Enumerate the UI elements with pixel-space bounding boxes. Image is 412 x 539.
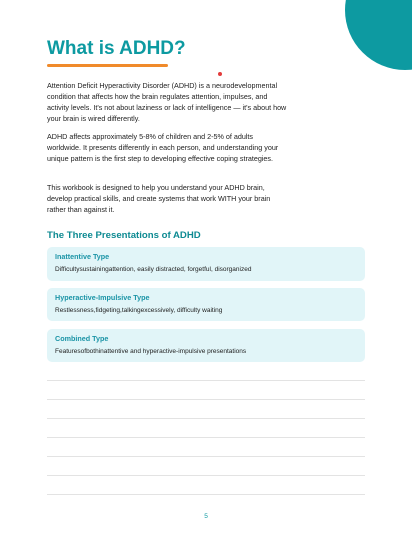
prevalence-paragraph: ADHD affects approximately 5-8% of children and 2-5% of adults worldwide. It presents differently in each person, and understanding your unique pattern is the first step to developing effective coping strategies. xyxy=(47,132,279,164)
workbook-paragraph: This workbook is designed to help you understand your ADHD brain, develop practical skills, and create systems that work WITH your brain rather than against it. xyxy=(47,183,271,215)
note-line xyxy=(47,494,365,495)
note-line xyxy=(47,475,365,476)
card-description: Restlessness,fidgeting,talkingexcessively, difficulty waiting xyxy=(55,307,223,314)
note-line xyxy=(47,456,365,457)
note-line xyxy=(47,380,365,381)
page-title: What is ADHD? xyxy=(47,38,186,59)
card-title: Inattentive Type xyxy=(55,252,110,261)
card-description: Difficultysustainingattention, easily distracted, forgetful, disorganized xyxy=(55,266,252,273)
corner-decoration-circle xyxy=(345,0,412,70)
intro-paragraph: Attention Deficit Hyperactivity Disorder (ADHD) is a neurodevelopmental condition that affects how the brain regulates attention, impulses, and activity levels. It's not about laziness or lack of intelligence — it's about how your brain is wired differently. xyxy=(47,81,287,124)
card-title: Combined Type xyxy=(55,334,109,343)
presentation-card-inattentive xyxy=(47,247,365,281)
section-title: The Three Presentations of ADHD xyxy=(47,230,201,241)
presentation-card-hyperactive xyxy=(47,288,365,321)
note-line xyxy=(47,399,365,400)
card-description: Featuresofbothinattentive and hyperactive-impulsive presentations xyxy=(55,348,247,355)
presentation-card-combined xyxy=(47,329,365,362)
accent-dot xyxy=(218,72,222,76)
note-line xyxy=(47,418,365,419)
note-line xyxy=(47,437,365,438)
title-underline xyxy=(47,64,168,67)
page-number: 5 xyxy=(204,513,208,520)
card-title: Hyperactive-Impulsive Type xyxy=(55,293,150,302)
